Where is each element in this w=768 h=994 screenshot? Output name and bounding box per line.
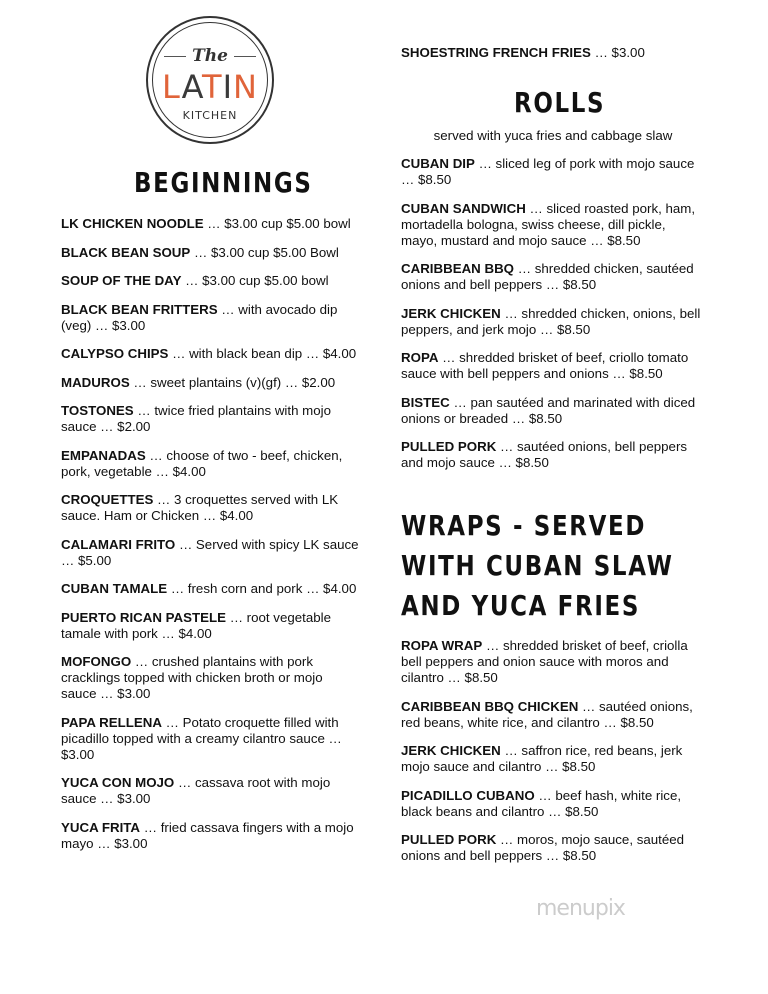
item-name: CARIBBEAN BBQ CHICKEN <box>401 698 579 714</box>
item-description: … $3.00 cup $5.00 Bowl <box>190 244 339 260</box>
wraps-heading: WRAPS - SERVED WITH CUBAN SLAW AND YUCA FRIES <box>401 509 674 622</box>
menu-item <box>61 273 361 289</box>
item-name: CUBAN SANDWICH <box>401 200 526 216</box>
menu-item <box>61 375 361 391</box>
item-description: … twice fried plantains with mojo sauce … $2.00 <box>61 403 331 434</box>
menu-item <box>61 654 361 702</box>
item-name: PULLED PORK <box>401 832 497 847</box>
item-description: … $3.00 cup $5.00 bowl <box>203 216 351 231</box>
menu-item: SHOESTRING FRENCH FRIES … $3.00 <box>401 45 645 60</box>
menu-item <box>401 261 701 293</box>
menu-item <box>401 395 701 427</box>
item-name: BLACK BEAN SOUP <box>61 244 191 260</box>
menu-item <box>61 775 361 807</box>
item-description: … root vegetable tamale with pork … $4.00 <box>61 609 331 641</box>
menu-item <box>401 743 701 775</box>
item-name: PULLED PORK <box>401 439 497 454</box>
item-description: … sliced roasted pork, ham, mortadella bologna, swiss cheese, dill pickle, mayo, mustard and mojo sauce … $8.50 <box>401 200 696 248</box>
menu-item <box>401 439 701 471</box>
item-description: … beef hash, white rice, black beans and cilantro … $8.50 <box>401 787 682 819</box>
item-description: … with avocado dip (veg) … $3.00 <box>61 301 338 333</box>
item-name: PAPA RELLENA <box>61 714 162 730</box>
item-name: PICADILLO CUBANO <box>401 787 535 803</box>
item-name: CROQUETTES <box>61 492 154 507</box>
menu-item <box>401 699 701 731</box>
item-description: … fried cassava fingers with a mojo mayo … $3.00 <box>61 819 354 851</box>
menu-item <box>61 581 361 597</box>
menu-item <box>61 245 361 261</box>
beginnings-heading: BEGINNINGS <box>134 166 313 199</box>
item-description: … shredded chicken, sautéed onions and bell peppers … $8.50 <box>401 261 694 292</box>
item-name: SOUP OF THE DAY <box>61 273 182 288</box>
item-name: CARIBBEAN BBQ <box>401 261 515 276</box>
item-name: CALAMARI FRITO <box>61 536 176 552</box>
menu-item <box>401 788 701 820</box>
item-name: BISTEC <box>401 394 450 410</box>
menu-item <box>61 610 361 642</box>
item-description: … sautéed onions, red beans, white rice, and cilantro … $8.50 <box>401 698 693 730</box>
item-description: … choose of two - beef, chicken, pork, vegetable … $4.00 <box>61 447 343 479</box>
menu-item <box>401 350 701 382</box>
item-name: JERK CHICKEN <box>401 305 501 321</box>
item-description: … shredded brisket of beef, criollo tomato sauce with bell peppers and onions … $8.50 <box>401 350 689 381</box>
item-name: ROPA <box>401 350 439 365</box>
item-description: … with black bean dip … $4.00 <box>168 346 357 361</box>
menu-item <box>401 638 701 686</box>
rolls-subtitle: served with yuca fries and cabbage slaw <box>433 128 673 143</box>
item-description: … sweet plantains (v)(gf) … $2.00 <box>129 374 336 390</box>
item-name: CUBAN DIP <box>401 156 475 171</box>
menu-item <box>61 346 361 362</box>
menu-item <box>61 492 361 524</box>
item-description: … 3 croquettes served with LK sauce. Ham or Chicken … $4.00 <box>61 492 339 523</box>
item-description: … crushed plantains with pork cracklings topped with chicken broth or mojo sauce … $3.00 <box>61 654 323 701</box>
menu-item <box>401 156 701 188</box>
item-description: … pan sautéed and marinated with diced onions or breaded … $8.50 <box>401 394 696 426</box>
menu-item <box>61 537 361 569</box>
menu-item <box>401 306 701 338</box>
item-description: … saffron rice, red beans, jerk mojo sauce and cilantro … $8.50 <box>401 743 683 774</box>
menu-item <box>61 448 361 480</box>
item-description: … shredded chicken, onions, bell peppers, and jerk mojo … $8.50 <box>401 305 701 337</box>
item-name: TOSTONES <box>61 403 134 418</box>
item-name: YUCA FRITA <box>61 819 141 835</box>
item-description: … $3.00 cup $5.00 bowl <box>181 273 329 288</box>
item-description: … moros, mojo sauce, sautéed onions and bell peppers … $8.50 <box>401 832 685 863</box>
item-name: CUBAN TAMALE <box>61 581 168 596</box>
item-name: PUERTO RICAN PASTELE <box>61 609 226 625</box>
menu-item <box>61 216 361 232</box>
latin-kitchen-logo: The LATIN KITCHEN <box>146 16 274 144</box>
item-description: … Potato croquette filled with picadillo topped with a creamy cilantro sauce … $3.00 <box>61 714 342 762</box>
item-description: … cassava root with mojo sauce … $3.00 <box>61 775 331 806</box>
item-description: … sliced leg of pork with mojo sauce … $8.50 <box>401 156 695 187</box>
wraps-list <box>401 638 701 877</box>
menu-item <box>61 403 361 435</box>
item-name: EMPANADAS <box>61 447 146 463</box>
rolls-list <box>401 156 701 484</box>
item-name: CALYPSO CHIPS <box>61 346 169 361</box>
rolls-heading: ROLLS <box>514 86 606 119</box>
menupix-watermark: menupix <box>536 896 625 921</box>
item-description: … fresh corn and pork … $4.00 <box>167 581 357 596</box>
menu-item <box>61 302 361 334</box>
item-name: MADUROS <box>61 374 130 390</box>
item-description: … sautéed onions, bell peppers and mojo sauce … $8.50 <box>401 439 688 470</box>
item-name: YUCA CON MOJO <box>61 775 175 790</box>
menu-item <box>401 832 701 864</box>
item-name: MOFONGO <box>61 654 132 669</box>
item-name: BLACK BEAN FRITTERS <box>61 301 218 317</box>
item-name: JERK CHICKEN <box>401 743 501 758</box>
item-name: ROPA WRAP <box>401 638 483 653</box>
menu-item <box>401 201 701 249</box>
beginnings-list <box>61 216 361 864</box>
item-name: LK CHICKEN NOODLE <box>61 216 204 231</box>
item-description: … Served with spicy LK sauce … $5.00 <box>61 536 359 568</box>
menu-item <box>61 820 361 852</box>
menu-item <box>61 715 361 763</box>
item-description: … shredded brisket of beef, criolla bell peppers and onion sauce with moros and cilantro … $8.50 <box>401 638 688 685</box>
